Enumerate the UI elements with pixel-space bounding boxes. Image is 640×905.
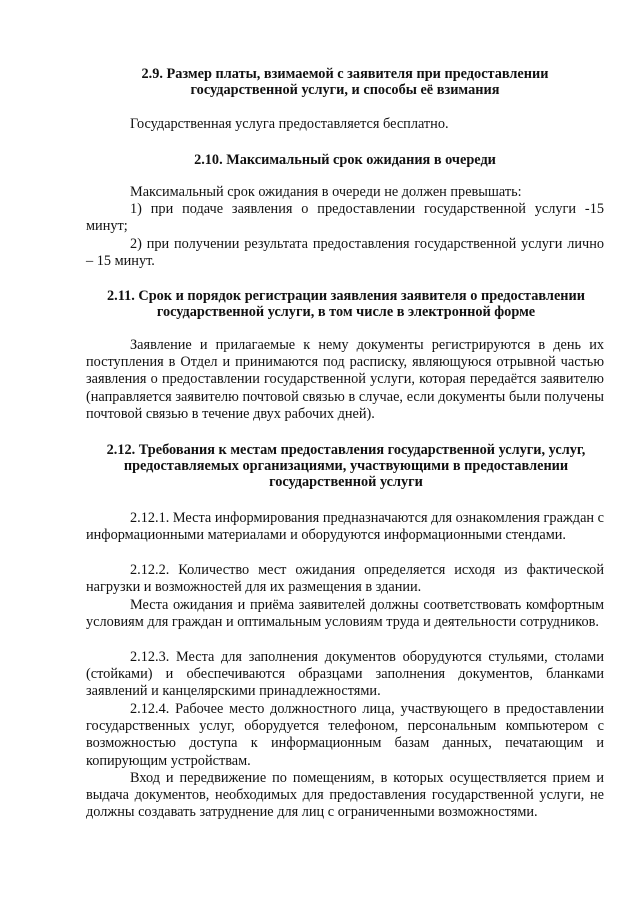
paragraph: Вход и передвижение по помещениям, в которых осуществляется прием и выдача документов, необходимых для предоставления государственной услуги, не должны создавать затруднение для лиц с ограниченными возможностями. xyxy=(86,770,604,821)
section-heading-2-9: 2.9. Размер платы, взимаемой с заявителя при предоставлении государственной услуги, и способы её взимания xyxy=(141,66,549,98)
section-heading-2-11: 2.11. Срок и порядок регистрации заявления заявителя о предоставлении государственной услуги, в том числе в электронной форме xyxy=(107,288,585,320)
paragraph: 2.12.3. Места для заполнения документов оборудуются стульями, столами (стойками) и обеспечиваются образцами заполнения документов, бланками заявлений и канцелярскими принадлежностями. xyxy=(86,649,604,700)
paragraph: 2.12.2. Количество мест ожидания определяется исходя из фактической нагрузки и возможностей для их размещения в здании. xyxy=(86,562,604,596)
paragraph: Государственная услуга предоставляется бесплатно. xyxy=(130,116,449,132)
paragraph: 2.12.1. Места информирования предназначаются для ознакомления граждан с информационными материалами и оборудуются информационными стендами. xyxy=(86,510,604,544)
paragraph: 2) при получении результата предоставления государственной услуги лично – 15 минут. xyxy=(86,236,604,270)
paragraph: Заявление и прилагаемые к нему документы регистрируются в день их поступления в Отдел и принимаются под расписку, являющуюся отрывной частью заявления о предоставлении государственной услуги, которая передаётся заявителю (направляется заявителю почтовой связью в случае, если документы были получены почтовой связью в течение двух рабочих дней). xyxy=(86,337,604,422)
section-heading-2-12: 2.12. Требования к местам предоставления государственной услуги, услуг, предоставляемых организациями, участвующими в предоставлении государственной услуги xyxy=(106,442,586,490)
paragraph: 2.12.4. Рабочее место должностного лица, участвующего в предоставлении государственных услуг, оборудуется телефоном, персональным компьютером с возможностью доступа к информационным базам данных, печатающим и копирующим устройствам. xyxy=(86,701,604,769)
paragraph: Максимальный срок ожидания в очереди не должен превышать: xyxy=(130,184,522,200)
section-heading-2-10: 2.10. Максимальный срок ожидания в очереди xyxy=(194,152,496,168)
paragraph: 1) при подаче заявления о предоставлении государственной услуги -15 минут; xyxy=(86,201,604,235)
paragraph: Места ожидания и приёма заявителей должны соответствовать комфортным условиям для граждан и оптимальным условиям труда и деятельности сотрудников. xyxy=(86,597,604,631)
